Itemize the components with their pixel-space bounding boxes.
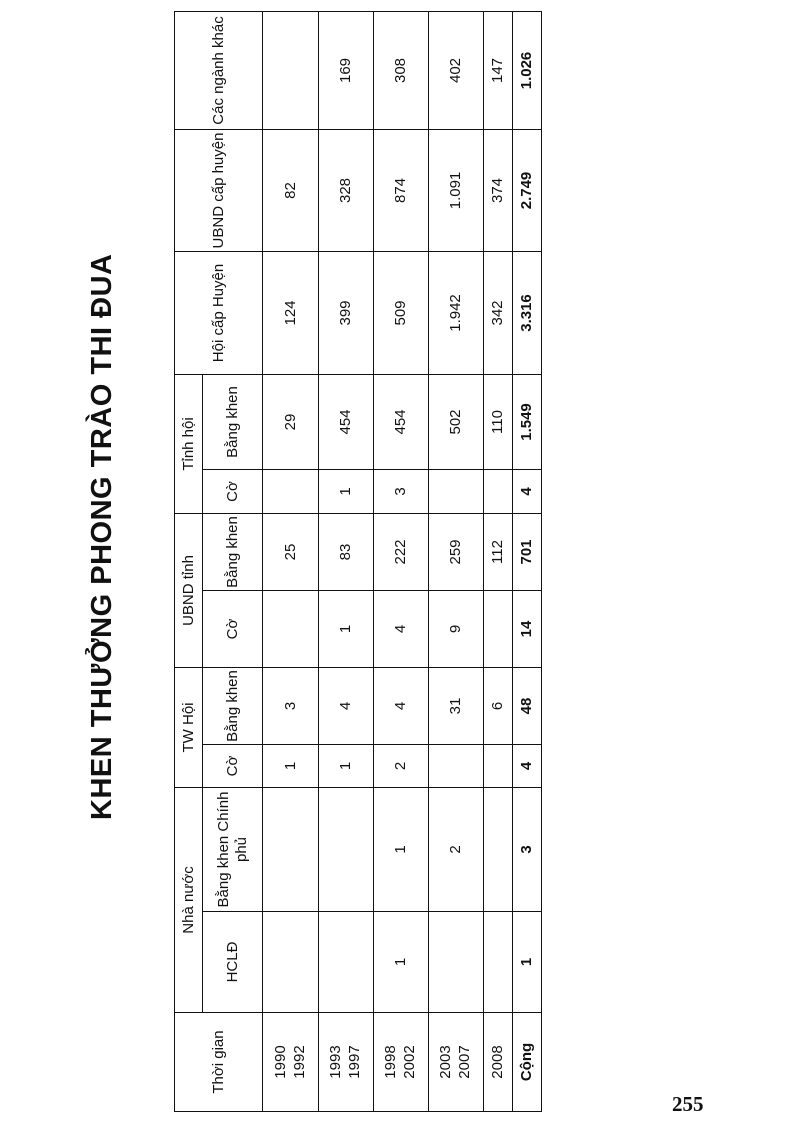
cell-nganh-khac: 308 xyxy=(374,11,429,129)
total-hcld: 1 xyxy=(513,912,542,1013)
header-tw-bang-khen: Bằng khen xyxy=(203,668,263,745)
total-tw-bk: 48 xyxy=(513,668,542,745)
period-year: 2008 xyxy=(488,1045,506,1079)
period-cell xyxy=(374,1013,429,1112)
cell-hoi-huyen: 342 xyxy=(484,251,513,374)
page-number: 255 xyxy=(672,1092,704,1116)
period-year: 2007 xyxy=(456,1045,473,1079)
period-year: 1990 xyxy=(271,1045,289,1079)
cell-ubt-co xyxy=(484,591,513,668)
awards-table xyxy=(174,11,542,1112)
header-th-bang-khen: Bằng khen xyxy=(203,374,263,469)
cell-ubt-bk: 83 xyxy=(319,513,374,590)
cell-th-co: 1 xyxy=(319,469,374,513)
cell-ubt-co: 4 xyxy=(374,591,429,668)
cell-tw-co xyxy=(429,745,484,788)
header-ubnd-tinh: UBND tỉnh xyxy=(175,513,203,667)
cell-ubt-bk: 259 xyxy=(429,513,484,590)
cell-ubt-bk: 222 xyxy=(374,513,429,590)
cell-hcld xyxy=(319,912,374,1013)
header-ubnd-cap-huyen: UBND cấp huyện xyxy=(175,129,263,251)
cell-th-bk: 454 xyxy=(374,374,429,469)
page-title: KHEN THƯỞNG PHONG TRÀO THI ĐUA xyxy=(86,253,118,820)
period-cell xyxy=(484,1013,513,1112)
total-nganh-khac: 1.026 xyxy=(513,11,542,129)
period-cell xyxy=(263,1013,319,1112)
cell-ubt-co: 9 xyxy=(429,591,484,668)
cell-bkcp: 2 xyxy=(429,788,484,912)
cell-tw-co: 1 xyxy=(319,745,374,788)
cell-hoi-huyen: 1.942 xyxy=(429,251,484,374)
header-tinh-hoi: Tỉnh hội xyxy=(175,374,203,513)
cell-th-co: 3 xyxy=(374,469,429,513)
total-th-co: 4 xyxy=(513,469,542,513)
header-th-co: Cờ xyxy=(203,469,263,513)
cell-bkcp xyxy=(263,788,319,912)
cell-ub-huyen: 82 xyxy=(263,129,319,251)
cell-hoi-huyen: 399 xyxy=(319,251,374,374)
period-year: 2003 xyxy=(437,1045,455,1079)
table-row xyxy=(484,11,513,1111)
cell-ub-huyen: 328 xyxy=(319,129,374,251)
cell-th-bk: 454 xyxy=(319,374,374,469)
cell-tw-bk: 6 xyxy=(484,668,513,745)
cell-nganh-khac: 402 xyxy=(429,11,484,129)
period-year: 1998 xyxy=(382,1045,400,1079)
total-label: Cộng xyxy=(513,1013,542,1112)
cell-tw-bk: 4 xyxy=(319,668,374,745)
table-row xyxy=(374,11,429,1111)
table-row xyxy=(263,11,319,1111)
cell-ub-huyen: 1.091 xyxy=(429,129,484,251)
cell-tw-co xyxy=(484,745,513,788)
cell-nganh-khac: 169 xyxy=(319,11,374,129)
header-hcld: HCLĐ xyxy=(203,912,263,1013)
table-row xyxy=(319,11,374,1111)
total-th-bk: 1.549 xyxy=(513,374,542,469)
period-year: 1992 xyxy=(290,1045,308,1079)
header-bang-khen-chinh-phu: Bằng khen Chính phủ xyxy=(203,788,263,912)
cell-bkcp: 1 xyxy=(374,788,429,912)
cell-tw-bk: 4 xyxy=(374,668,429,745)
total-ubt-bk: 701 xyxy=(513,513,542,590)
period-year: 1997 xyxy=(346,1045,363,1079)
total-tw-co: 4 xyxy=(513,745,542,788)
header-tw-co: Cờ xyxy=(203,745,263,788)
header-tw-hoi: TW Hội xyxy=(175,668,203,788)
period-year: 1993 xyxy=(327,1045,345,1079)
cell-th-co xyxy=(263,469,319,513)
header-time: Thời gian xyxy=(175,1013,263,1112)
cell-tw-co: 1 xyxy=(263,745,319,788)
cell-tw-bk: 31 xyxy=(429,668,484,745)
cell-th-co xyxy=(484,469,513,513)
period-cell xyxy=(319,1013,374,1112)
header-ubt-bang-khen: Bằng khen xyxy=(203,513,263,590)
cell-tw-co: 2 xyxy=(374,745,429,788)
header-ubt-co: Cờ xyxy=(203,591,263,668)
header-cac-nganh-khac: Các ngành khác xyxy=(175,11,263,129)
cell-th-bk: 502 xyxy=(429,374,484,469)
period-year: 2002 xyxy=(401,1045,418,1079)
header-nha-nuoc: Nhà nước xyxy=(175,788,203,1013)
cell-hcld xyxy=(263,912,319,1013)
cell-tw-bk: 3 xyxy=(263,668,319,745)
cell-bkcp xyxy=(319,788,374,912)
cell-hoi-huyen: 509 xyxy=(374,251,429,374)
total-bkcp: 3 xyxy=(513,788,542,912)
cell-ub-huyen: 874 xyxy=(374,129,429,251)
cell-th-bk: 29 xyxy=(263,374,319,469)
cell-hcld: 1 xyxy=(374,912,429,1013)
cell-nganh-khac: 147 xyxy=(484,11,513,129)
table-row xyxy=(429,11,484,1111)
cell-ubt-co: 1 xyxy=(319,591,374,668)
cell-hcld xyxy=(429,912,484,1013)
total-ub-huyen: 2.749 xyxy=(513,129,542,251)
total-row xyxy=(513,11,542,1111)
period-cell xyxy=(429,1013,484,1112)
cell-hcld xyxy=(484,912,513,1013)
total-hoi-huyen: 3.316 xyxy=(513,251,542,374)
cell-nganh-khac xyxy=(263,11,319,129)
cell-ubt-bk: 25 xyxy=(263,513,319,590)
cell-th-co xyxy=(429,469,484,513)
cell-ubt-co xyxy=(263,591,319,668)
table-wrapper xyxy=(174,12,536,1112)
cell-th-bk: 110 xyxy=(484,374,513,469)
cell-ubt-bk: 112 xyxy=(484,513,513,590)
cell-ub-huyen: 374 xyxy=(484,129,513,251)
cell-hoi-huyen: 124 xyxy=(263,251,319,374)
cell-bkcp xyxy=(484,788,513,912)
header-hoi-cap-huyen: Hội cấp Huyện xyxy=(175,251,263,374)
total-ubt-co: 14 xyxy=(513,591,542,668)
